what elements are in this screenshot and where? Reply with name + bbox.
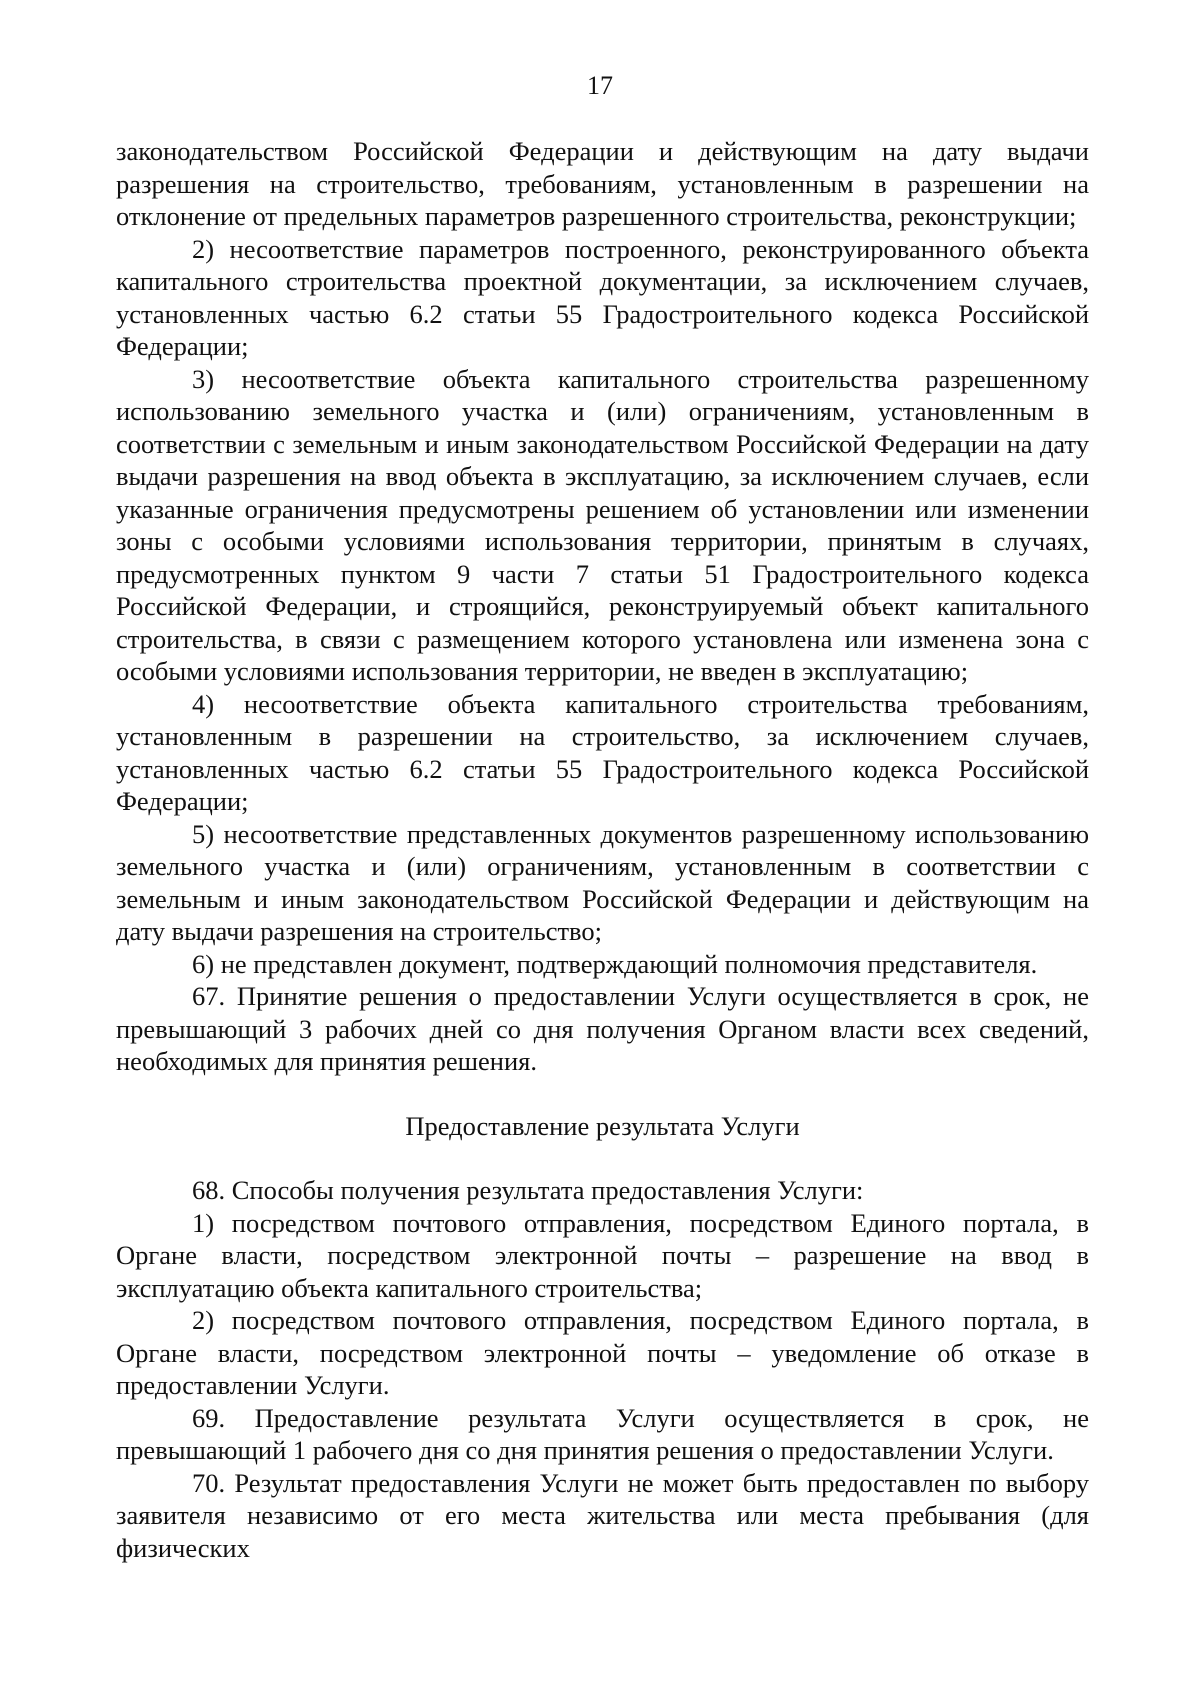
paragraph-item-2: 2) несоответствие параметров построенного, реконструированного объекта капитального строительства проектной документации, за исключением случаев, установленных частью 6.2 статьи 55 Градостроительного кодекса Российской Федерации; bbox=[116, 233, 1089, 361]
paragraph-continuation: законодательством Российской Федерации и действующим на дату выдачи разрешения на строительство, требованиям, установленным в разрешении на отклонение от предельных параметров разрешенного строительства, реконструкции; bbox=[116, 136, 1089, 231]
paragraph-70: 70. Результат предоставления Услуги не может быть предоставлен по выбору заявителя независимо от его места жительства или места пребывания (для физических bbox=[116, 1467, 1089, 1563]
paragraph-68-item-2: 2) посредством почтового отправления, посредством Единого портала, в Органе власти, посредством электронной почты – уведомление об отказе в предоставлении Услуги. bbox=[116, 1305, 1089, 1400]
paragraph-item-6: 6) не представлен документ, подтверждающий полномочия представителя. bbox=[192, 948, 1038, 979]
page-number: 17 bbox=[587, 71, 613, 100]
paragraph-68: 68. Способы получения результата предоставления Услуги: bbox=[192, 1175, 864, 1205]
paragraph-67: 67. Принятие решения о предоставлении Услуги осуществляется в срок, не превышающий 3 рабочих дней со дня получения Органом власти всех сведений, необходимых для принятия решения. bbox=[116, 981, 1089, 1076]
paragraph-68-item-1: 1) посредством почтового отправления, посредством Единого портала, в Органе власти, посредством электронной почты – разрешение на ввод в эксплуатацию объекта капитального строительства; bbox=[116, 1207, 1089, 1303]
section-heading: Предоставление результата Услуги bbox=[405, 1110, 800, 1141]
paragraph-item-4: 4) несоответствие объекта капитального строительства требованиям, установленным в разрешении на строительство, за исключением случаев, установленных частью 6.2 статьи 55 Градостроительного кодекса Российской Федерации; bbox=[116, 688, 1089, 816]
document-body bbox=[116, 135, 1089, 1564]
paragraph-item-5: 5) несоответствие представленных документов разрешенному использованию земельного участка и (или) ограничениям, установленным в соответствии с земельным и иным законодательством Российской Федерации и действующим на дату выдачи разрешения на строительство; bbox=[116, 818, 1089, 946]
paragraph-item-3: 3) несоответствие объекта капитального строительства разрешенному использованию земельного участка и (или) ограничениям, установленным в соответствии с земельным и иным законодательством Российской Федерации на дату выдачи разрешения на ввод объекта в эксплуатацию, за исключением случаев, если указанные ограничения предусмотрены решением об установлении или изменении зоны с особыми условиями использования территории, принятым в случаях, предусмотренных пунктом 9 части 7 статьи 51 Градостроительного кодекса Российской Федерации, и строящийся, реконструируемый объект капитального строительства, в связи с размещением которого установлена или изменена зона с особыми условиями использования территории, не введен в эксплуатацию; bbox=[116, 363, 1089, 686]
paragraph-69: 69. Предоставление результата Услуги осуществляется в срок, не превышающий 1 рабочего дня со дня принятия решения о предоставлении Услуги. bbox=[116, 1402, 1089, 1465]
